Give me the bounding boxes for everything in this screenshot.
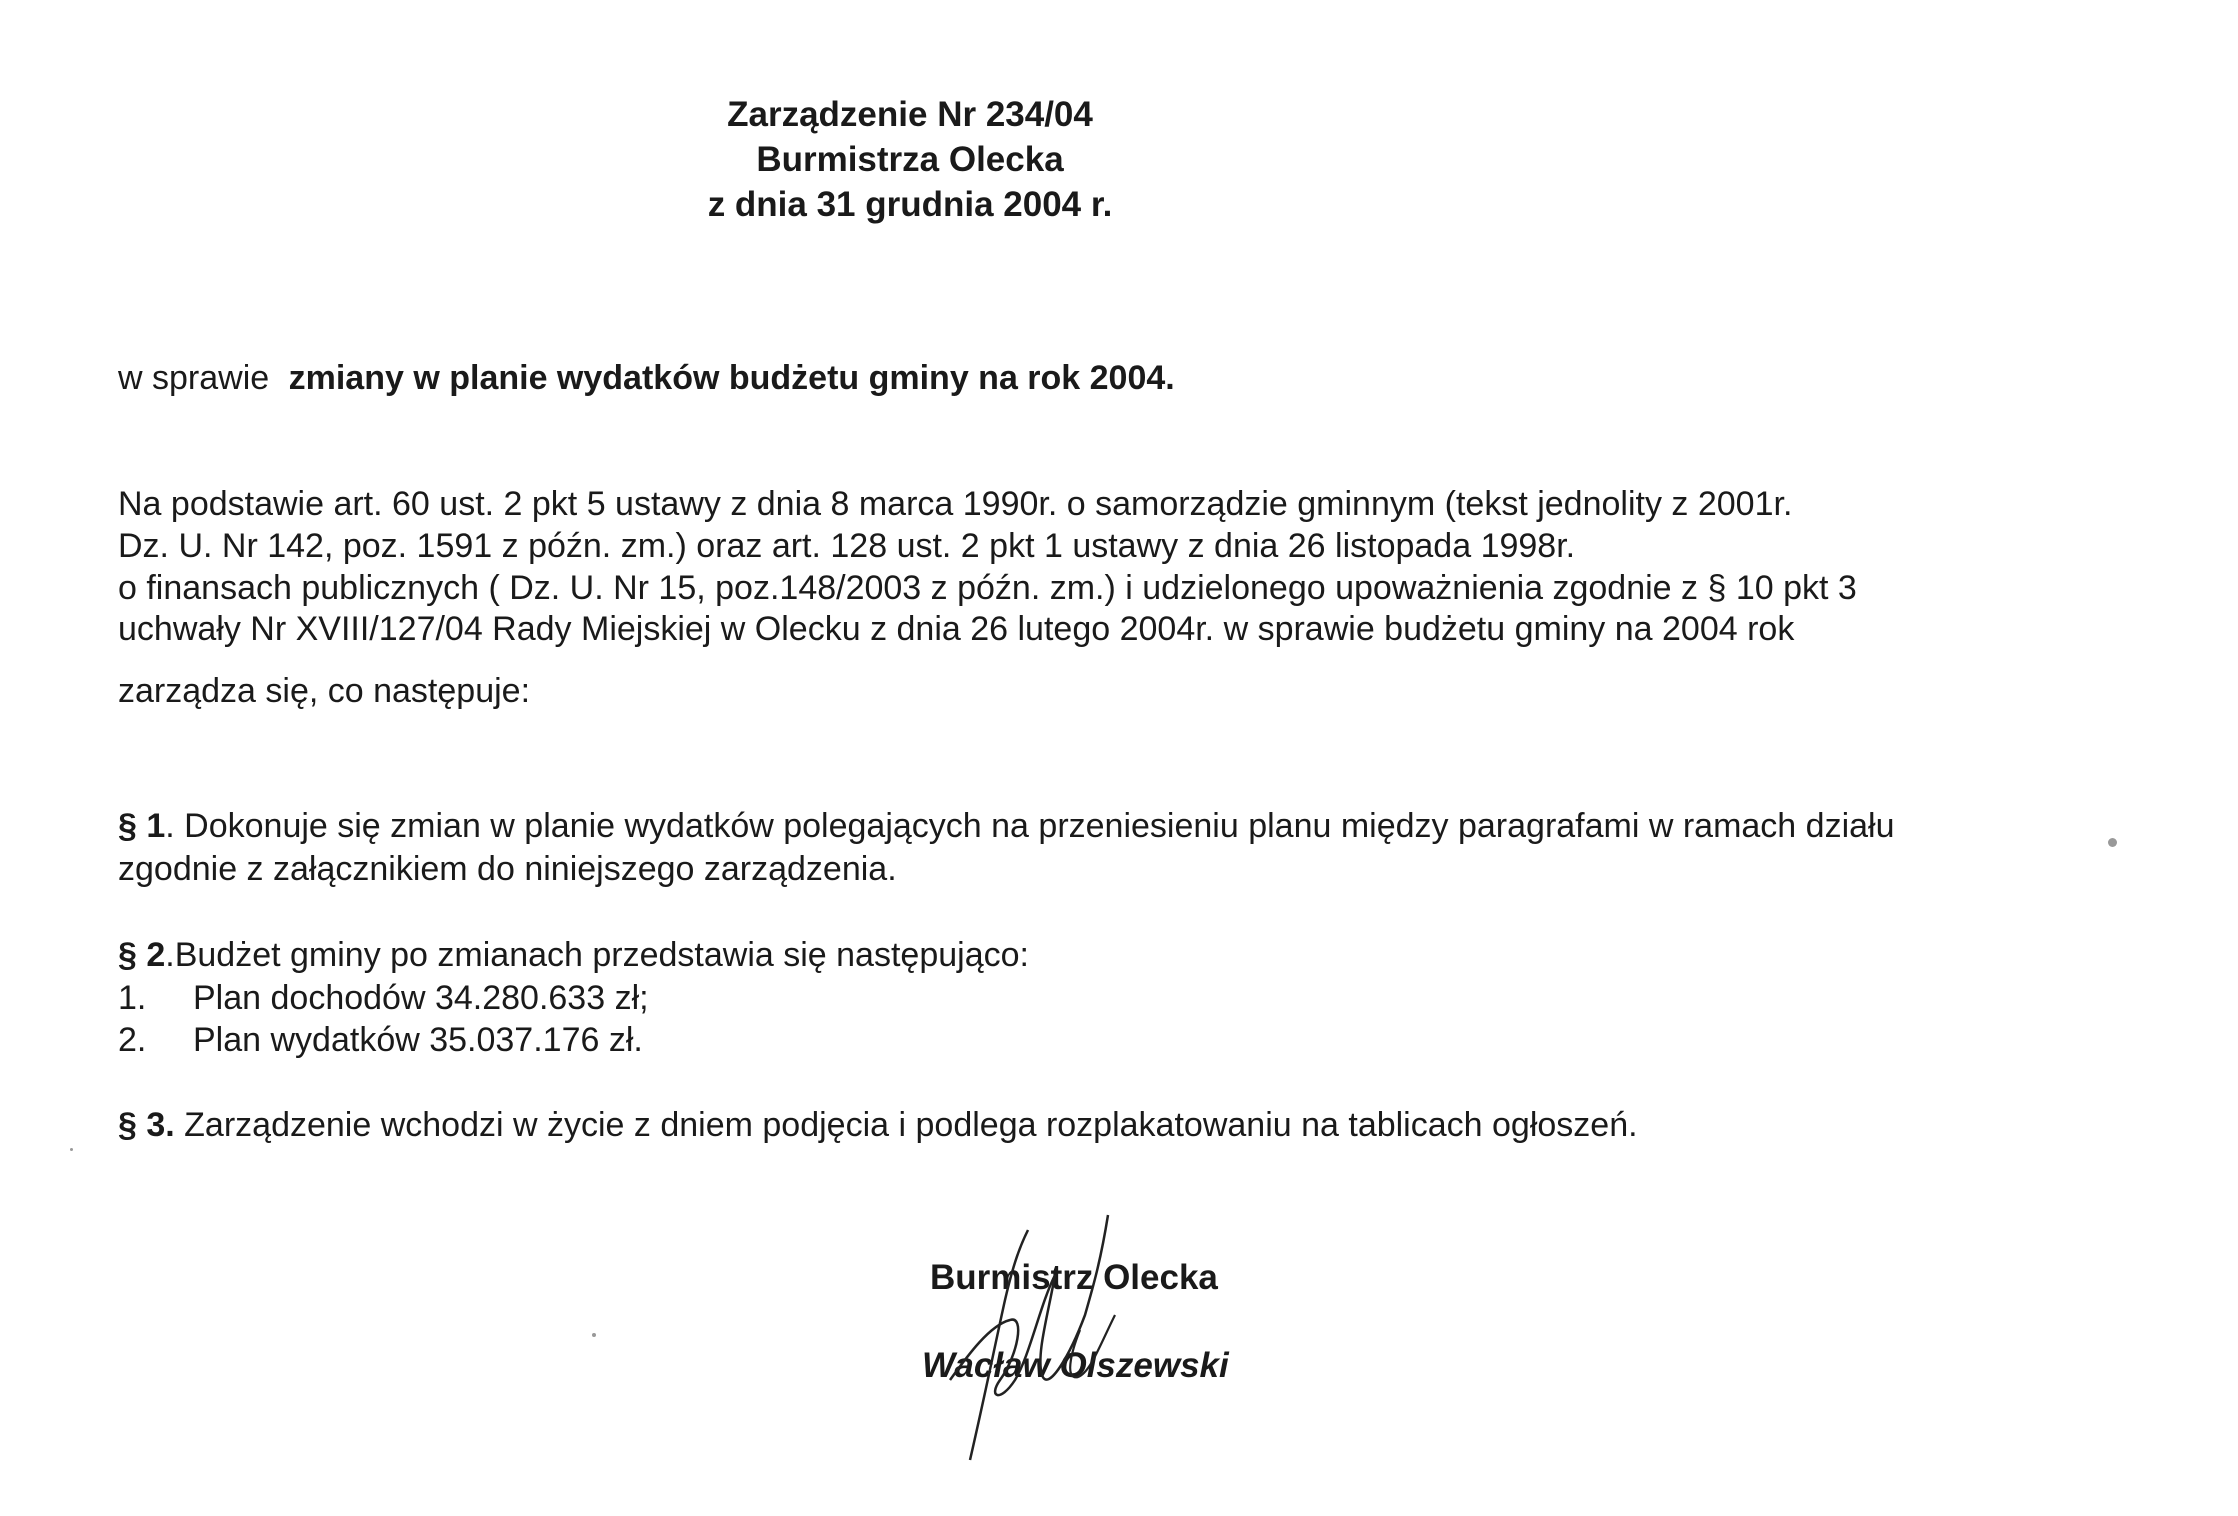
preamble-closing: zarządza się, co następuje: <box>118 672 531 710</box>
list-item <box>118 977 649 1019</box>
scan-speck <box>70 1148 73 1151</box>
section-2 <box>118 934 1029 976</box>
section-1-mark: § 1 <box>118 807 166 845</box>
subject-prefix: w sprawie <box>118 359 270 397</box>
preamble-line: o finansach publicznych ( Dz. U. Nr 15, poz.148/2003 z późn. zm.) i udzielonego upoważnienia zgodnie z § 10 pkt 3 <box>118 569 1857 607</box>
preamble-line: uchwały Nr XVIII/127/04 Rady Miejskiej w Olecku z dnia 26 lutego 2004r. w sprawie budżetu gminy na 2004 rok <box>118 610 1795 648</box>
signatory-title: Burmistrz Olecka <box>930 1258 1218 1297</box>
section-3-mark: § 3. <box>118 1106 175 1144</box>
subject-text: zmiany w planie wydatków budżetu gminy na rok 2004. <box>288 359 1175 397</box>
subject-line <box>118 357 1175 399</box>
document-title: Zarządzenie Nr 234/04 <box>727 95 1093 134</box>
preamble-line: Dz. U. Nr 142, poz. 1591 z późn. zm.) oraz art. 128 ust. 2 pkt 1 ustawy z dnia 26 listopada 1998r. <box>118 527 1576 565</box>
list-item-number: 1. <box>118 979 147 1017</box>
signatory-name: Wacław Olszewski <box>922 1346 1229 1385</box>
section-1-continuation: zgodnie z załącznikiem do niniejszego zarządzenia. <box>118 850 897 888</box>
preamble-line: Na podstawie art. 60 ust. 2 pkt 5 ustawy z dnia 8 marca 1990r. o samorządzie gminnym (tekst jednolity z 2001r. <box>118 485 1793 523</box>
section-1-text: . Dokonuje się zmian w planie wydatków polegających na przeniesieniu planu między paragrafami w ramach działu <box>165 807 1895 845</box>
list-item-number: 2. <box>118 1021 147 1059</box>
list-item-text: Plan wydatków 35.037.176 zł. <box>193 1021 643 1059</box>
scan-speck <box>2108 838 2117 847</box>
scan-speck <box>592 1333 596 1337</box>
handwritten-signature <box>940 1205 1140 1470</box>
section-2-text: .Budżet gminy po zmianach przedstawia się następująco: <box>165 936 1029 974</box>
document-date: z dnia 31 grudnia 2004 r. <box>707 185 1113 224</box>
list-item-text: Plan dochodów 34.280.633 zł; <box>193 979 649 1017</box>
section-3 <box>118 1104 1638 1146</box>
section-2-mark: § 2 <box>118 936 166 974</box>
section-1 <box>118 805 1895 847</box>
section-3-text: Zarządzenie wchodzi w życie z dniem podjęcia i podlega rozplakatowaniu na tablicach ogłoszeń. <box>174 1106 1638 1144</box>
list-item <box>118 1019 643 1061</box>
document-issuer: Burmistrza Olecka <box>756 140 1064 179</box>
